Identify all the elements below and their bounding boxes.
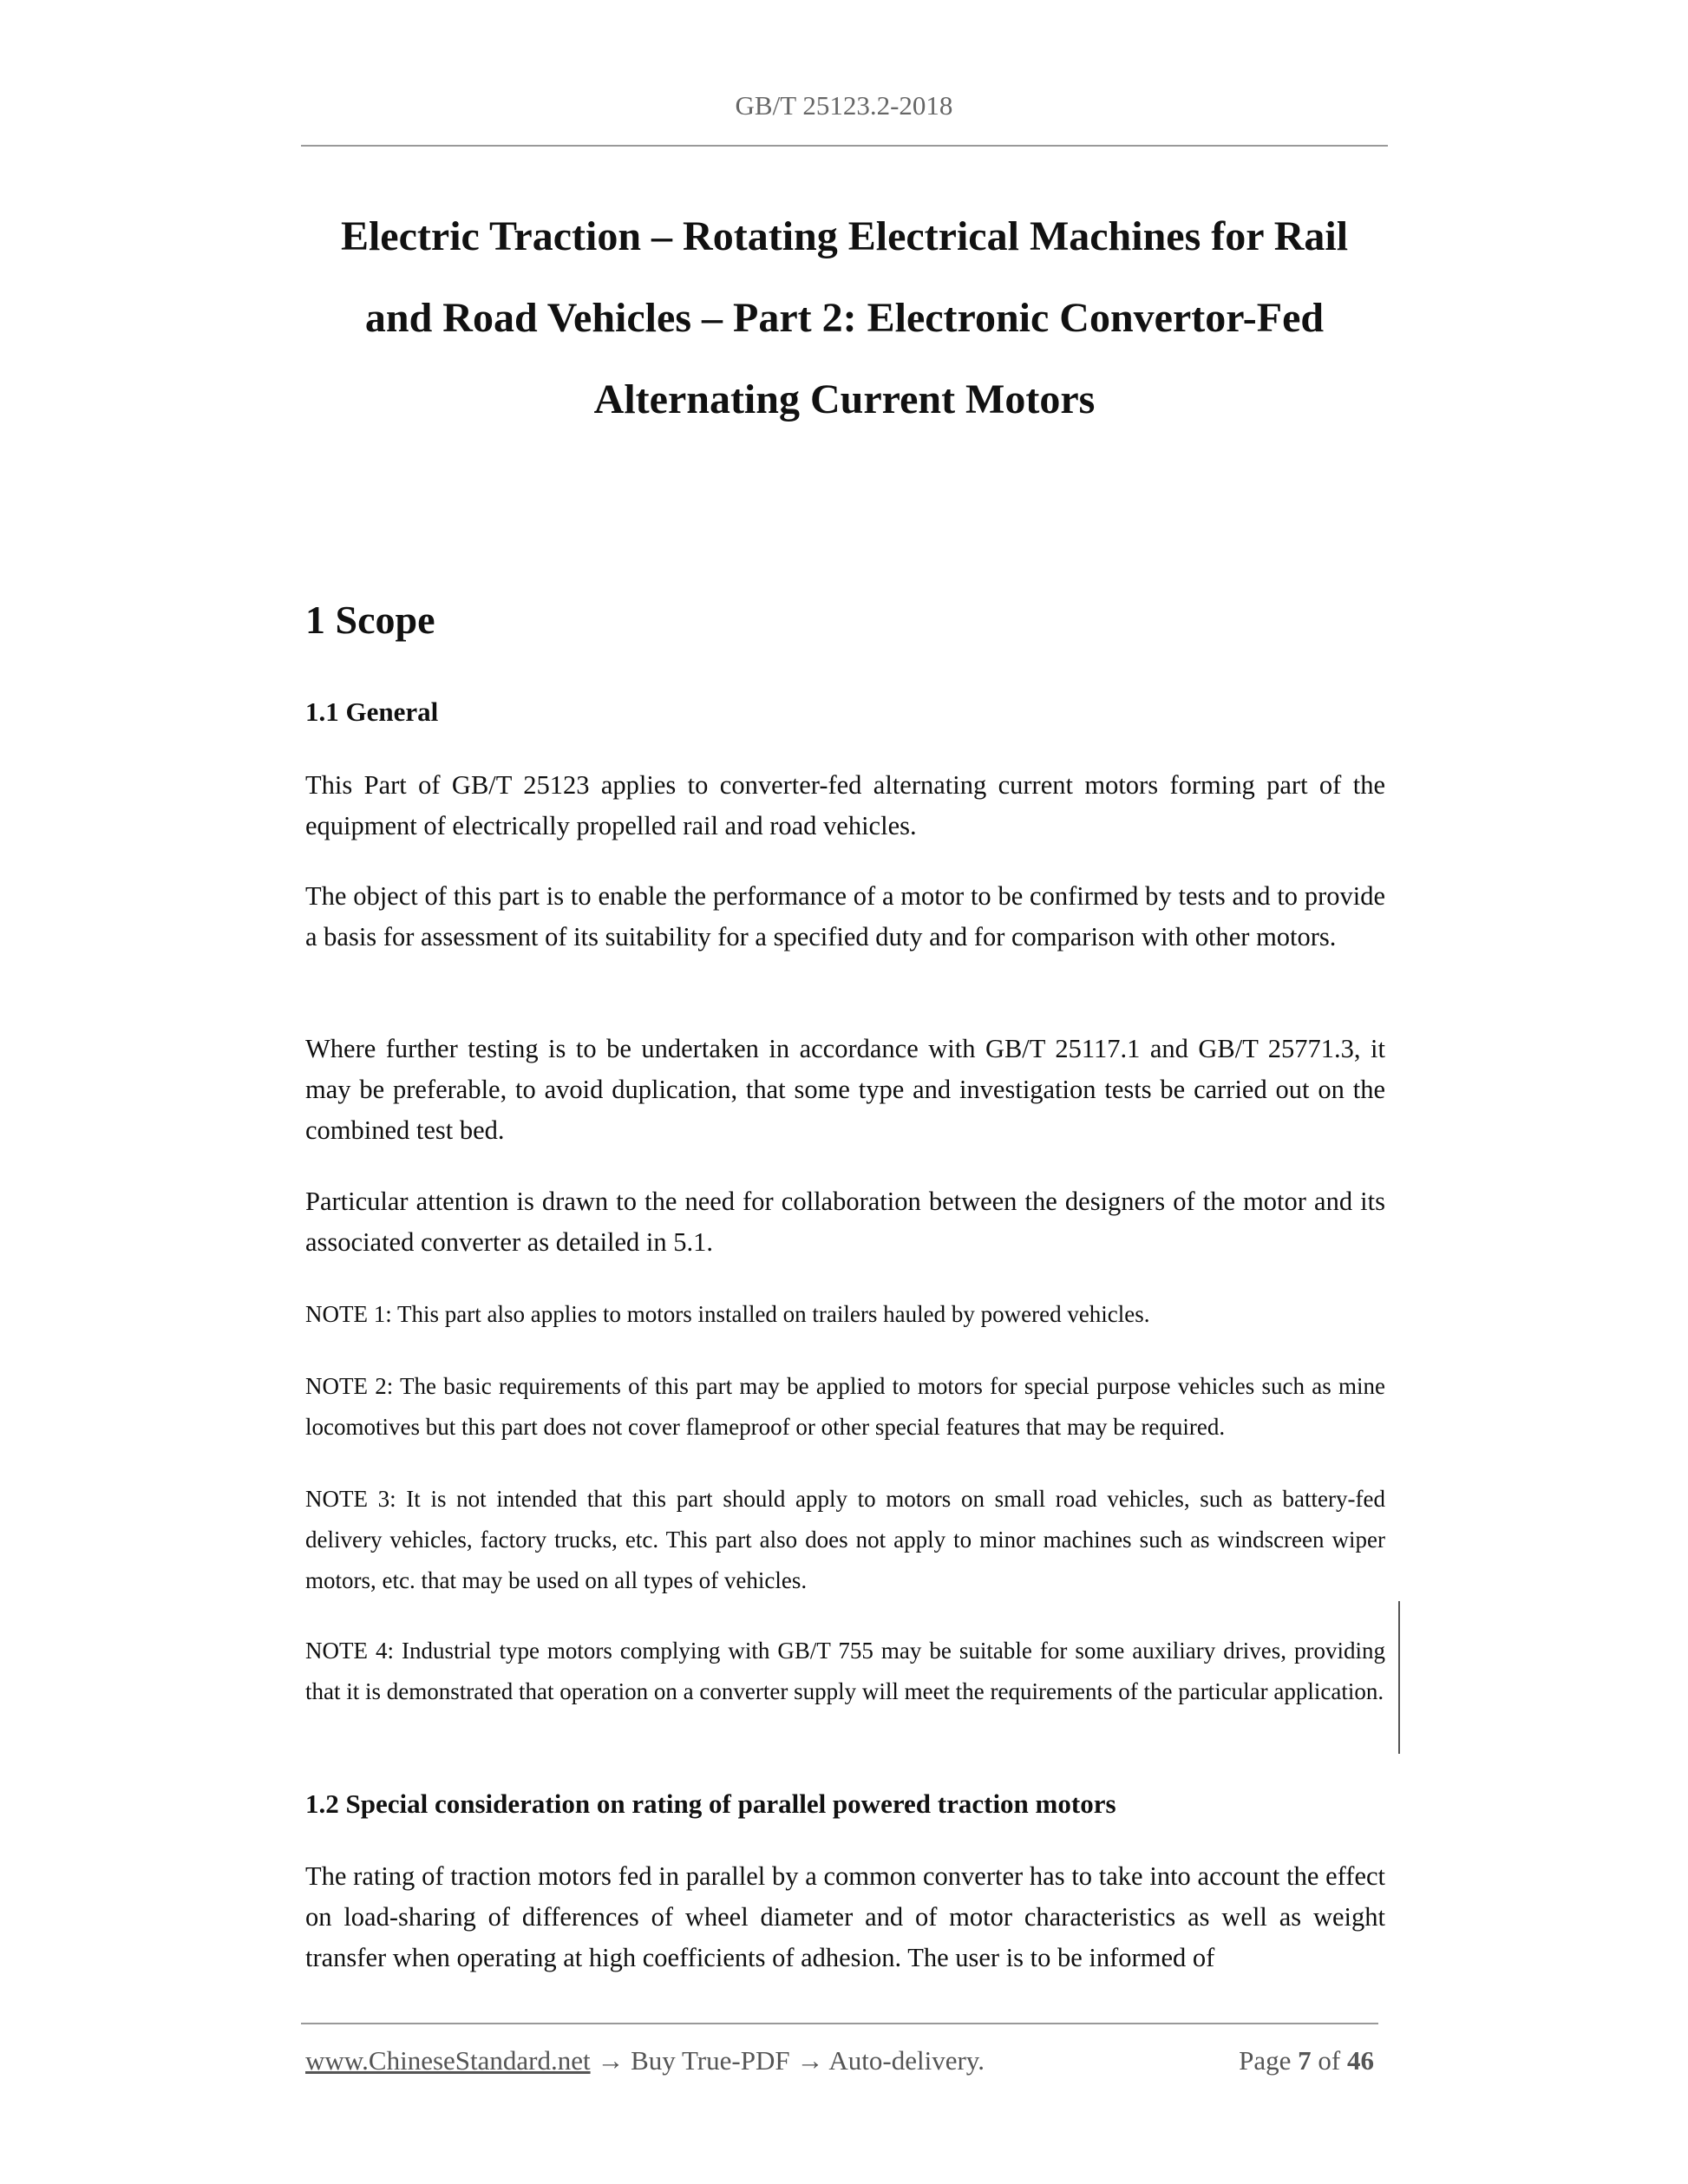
footer-text xyxy=(305,2045,985,2076)
auto-delivery-text: Auto-delivery. xyxy=(828,2045,985,2076)
paragraph: The object of this part is to enable the performance of a motor to be confirmed by tests and to provide a basis for assessment of its suitability for a specified duty and for comparison with other motors. xyxy=(305,881,1385,951)
page-label: Page xyxy=(1239,2045,1292,2076)
document-title xyxy=(301,196,1388,441)
title-line: Alternating Current Motors xyxy=(593,376,1096,422)
paragraph: This Part of GB/T 25123 applies to converter-fed alternating current motors forming part of the equipment of electrically propelled rail and road vehicles. xyxy=(305,770,1385,840)
buy-pdf-text: Buy True-PDF xyxy=(631,2045,790,2076)
paragraph: Particular attention is drawn to the need for collaboration between the designers of the motor and its associated converter as detailed in 5.1. xyxy=(305,1187,1385,1257)
website-link[interactable]: www.ChineseStandard.net xyxy=(305,2045,591,2076)
subsection-heading-general: 1.1 General xyxy=(305,696,439,727)
arrow-right-icon: → xyxy=(796,2045,824,2076)
arrow-right-icon: → xyxy=(597,2045,625,2076)
note: NOTE 3: It is not intended that this part should apply to motors on small road vehicles, such as battery-fed delivery vehicles, factory trucks, etc. This part also does not apply to minor machines such as windscreen wiper motors, etc. that may be used on all types of vehicles. xyxy=(305,1486,1385,1593)
subsection-heading-parallel: 1.2 Special consideration on rating of parallel powered traction motors xyxy=(305,1788,1116,1819)
current-page: 7 xyxy=(1298,2045,1312,2076)
document-id-header: GB/T 25123.2-2018 xyxy=(735,90,953,121)
note: NOTE 4: Industrial type motors complying with GB/T 755 may be suitable for some auxiliary drives, providing that it is demonstrated that operation on a converter supply will meet the requirements of the particular application. xyxy=(305,1638,1385,1704)
title-line: and Road Vehicles – Part 2: Electronic Convertor-Fed xyxy=(364,295,1325,341)
note: NOTE 2: The basic requirements of this part may be applied to motors for special purpose vehicles such as mine locomotives but this part does not cover flameproof or other special features that may be required. xyxy=(305,1373,1385,1440)
title-line: Electric Traction – Rotating Electrical Machines for Rail xyxy=(340,213,1349,259)
paragraph: The rating of traction motors fed in parallel by a common converter has to take into account the effect on load-sharing of differences of wheel diameter and of motor characteristics as well as weight transfer when operating at high coefficients of adhesion. The user is to be informed of xyxy=(305,1861,1385,1972)
of-label: of xyxy=(1318,2045,1341,2076)
note: NOTE 1: This part also applies to motors installed on trailers hauled by powered vehicles. xyxy=(305,1301,1150,1327)
paragraph: Where further testing is to be undertaken in accordance with GB/T 25117.1 and GB/T 25771.3, it may be preferable, to avoid duplication, that some type and investigation tests be carried out on the combined test bed. xyxy=(305,1034,1385,1145)
footer-divider xyxy=(301,2023,1378,2024)
section-heading-scope: 1 Scope xyxy=(305,598,435,642)
header-divider xyxy=(301,145,1388,147)
total-pages: 46 xyxy=(1347,2045,1374,2076)
page-number xyxy=(1239,2045,1374,2076)
change-bar xyxy=(1398,1601,1400,1754)
